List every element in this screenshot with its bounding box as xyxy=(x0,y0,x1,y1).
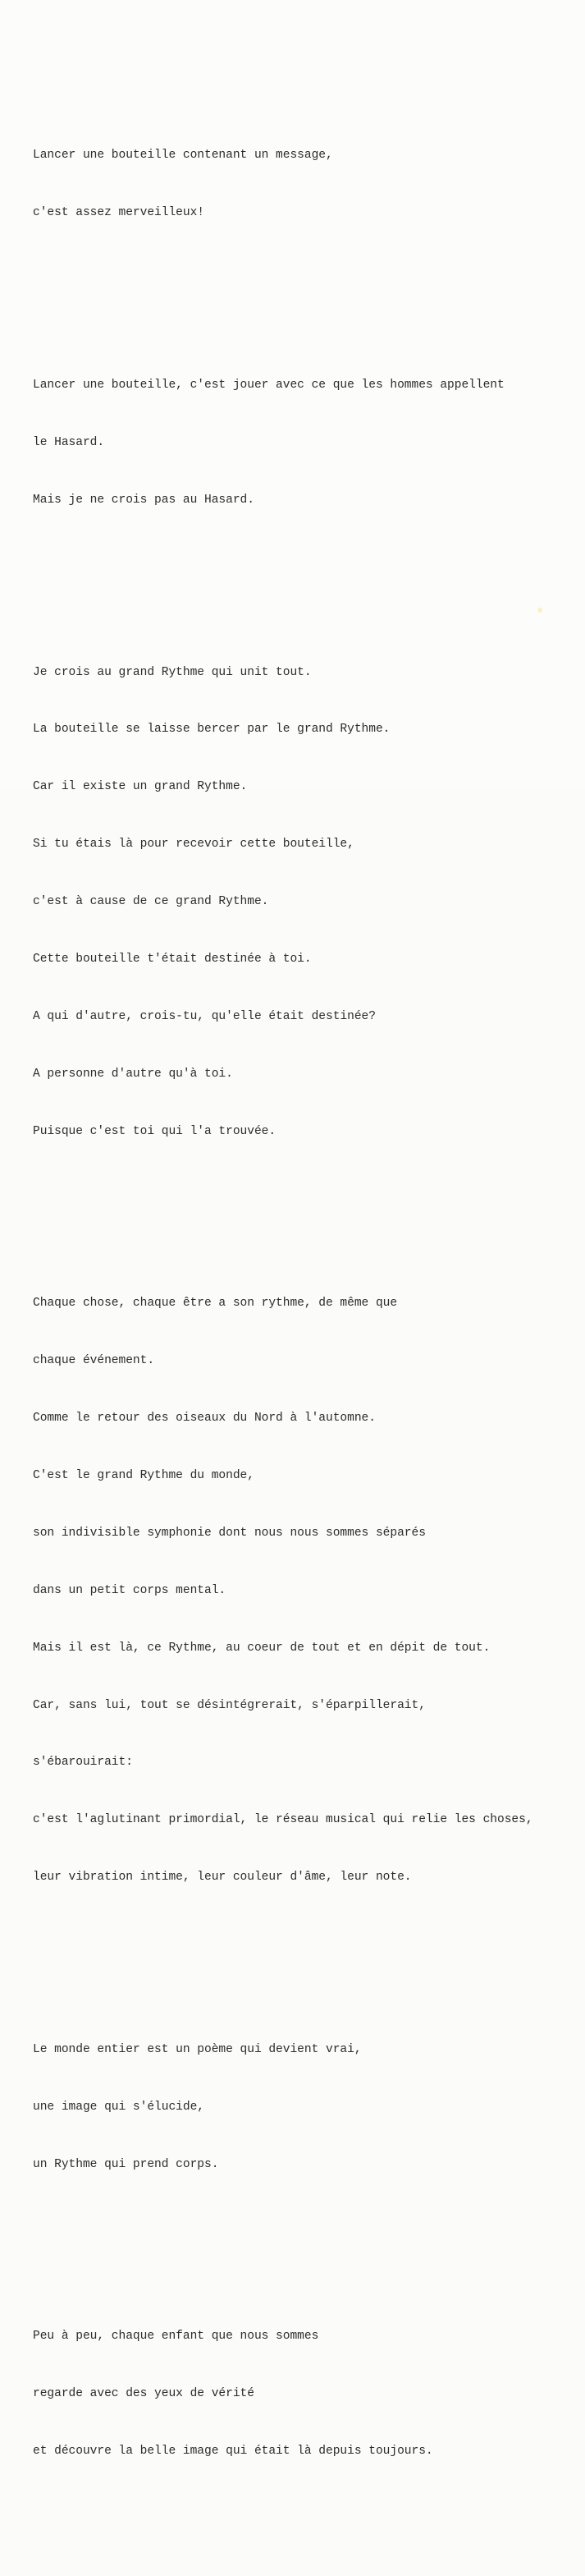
stanza-5 xyxy=(33,2002,581,2212)
poem-line: Chaque chose, chaque être a son rythme, de même que xyxy=(33,1297,398,1311)
poem-line: Mais il est là, ce Rythme, au coeur de tout et en dépit de tout. xyxy=(33,1641,491,1655)
poem-line: regarde avec des yeux de vérité xyxy=(33,2387,254,2401)
poem-line: Comme le retour des oiseaux du Nord à l'automne. xyxy=(33,1412,376,1426)
poem-line: un Rythme qui prend corps. xyxy=(33,2157,219,2171)
poem-line: s'ébarouirait: xyxy=(33,1756,133,1770)
poem-line: A qui d'autre, crois-tu, qu'elle était destinée? xyxy=(33,1009,376,1023)
poem-line: une image qui s'élucide, xyxy=(33,2100,204,2114)
poem-line: C'est le grand Rythme du monde, xyxy=(33,1468,254,1482)
poem-line: Si tu étais là pour recevoir cette bouteille, xyxy=(33,838,354,852)
poem-line: leur vibration intime, leur couleur d'âme, leur note. xyxy=(33,1871,412,1885)
poem-line: et découvre la belle image qui était là depuis toujours. xyxy=(33,2445,433,2459)
stanza-3 xyxy=(33,625,581,1180)
poem-line: Cette bouteille t'était destinée à toi. xyxy=(33,952,312,966)
poem-line: chaque événement. xyxy=(33,1354,155,1368)
poem-line: dans un petit corps mental. xyxy=(33,1583,226,1597)
poem-text xyxy=(33,51,581,2576)
paper-stain xyxy=(537,608,542,613)
poem-line: La bouteille se laisse bercer par le grand Rythme. xyxy=(33,723,391,737)
poem-line: Lancer une bouteille contenant un message, xyxy=(33,149,333,163)
poem-line: c'est l'aglutinant primordial, le réseau musical qui relie les choses, xyxy=(33,1813,533,1827)
poem-line: Peu à peu, chaque enfant que nous sommes xyxy=(33,2330,319,2344)
stanza-4 xyxy=(33,1256,581,1926)
stanza-6 xyxy=(33,2289,581,2500)
poem-line: Puisque c'est toi qui l'a trouvée. xyxy=(33,1124,277,1138)
stanza-2 xyxy=(33,337,581,548)
stanza-1 xyxy=(33,108,581,261)
poem-line: c'est à cause de ce grand Rythme. xyxy=(33,895,269,909)
poem-line: Car, sans lui, tout se désintégrerait, s'éparpillerait, xyxy=(33,1698,426,1712)
poem-line: le Hasard. xyxy=(33,435,105,449)
poem-line: Lancer une bouteille, c'est jouer avec ce que les hommes appellent xyxy=(33,379,505,393)
poem-line: Le monde entier est un poème qui devient vrai, xyxy=(33,2042,362,2056)
poem-line: Mais je ne crois pas au Hasard. xyxy=(33,493,254,507)
poem-line: son indivisible symphonie dont nous nous sommes séparés xyxy=(33,1526,426,1540)
poem-line: Car il existe un grand Rythme. xyxy=(33,780,248,794)
poem-line: Je crois au grand Rythme qui unit tout. xyxy=(33,665,312,679)
poem-line: c'est assez merveilleux! xyxy=(33,206,204,220)
poem-line: A personne d'autre qu'à toi. xyxy=(33,1067,233,1081)
